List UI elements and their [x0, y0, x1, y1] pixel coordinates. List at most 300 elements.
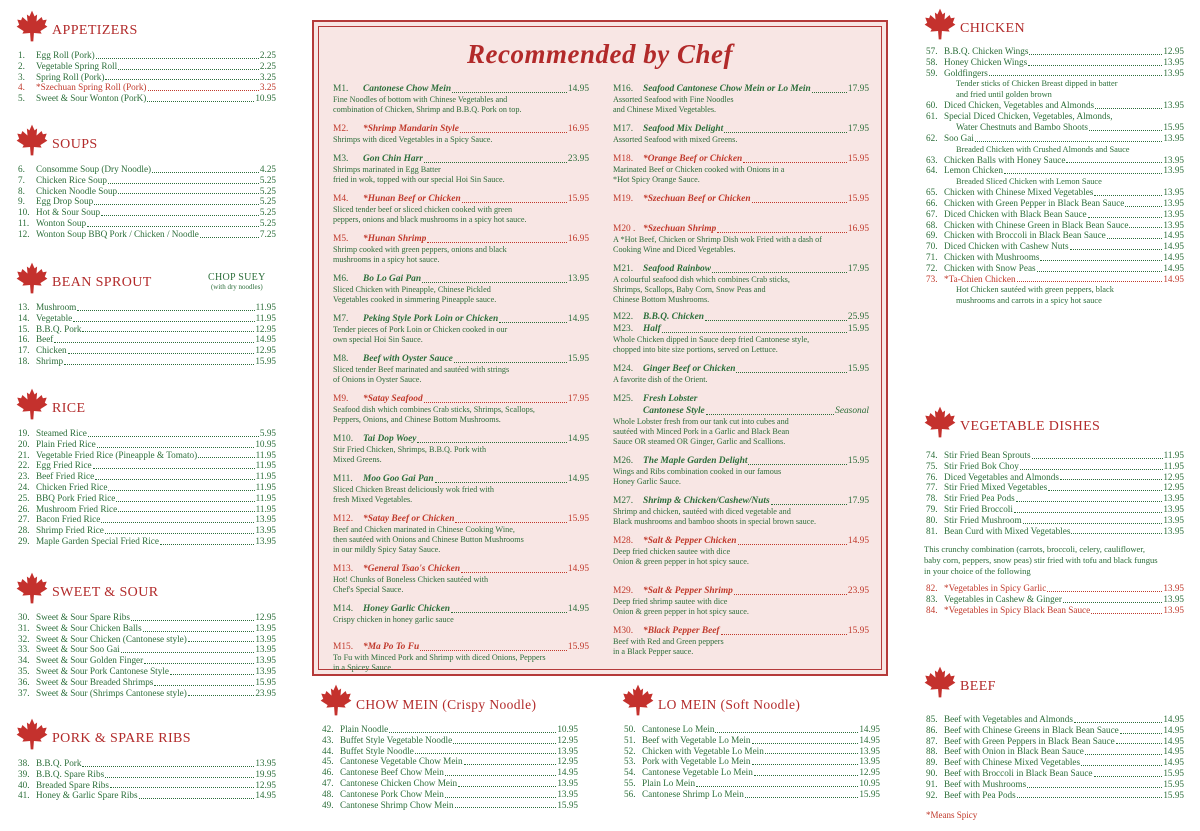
dish-code: M6. [333, 274, 349, 284]
leader-dots [94, 204, 259, 205]
leader-dots [118, 69, 259, 70]
item-price: 12.95 [557, 734, 578, 745]
chef-dish [333, 564, 589, 595]
chef-box-border [318, 26, 882, 670]
item-number: 63. [926, 154, 938, 165]
dish-price: 16.95 [567, 234, 589, 244]
dish-header [333, 194, 589, 205]
item-price: 13.95 [255, 758, 276, 768]
item-price: 12.95 [859, 767, 880, 778]
dish-name: B.B.Q. Chicken [643, 312, 704, 322]
dish-description: Vegetables cooked in simmering Pineapple sauce. [333, 295, 497, 304]
item-price: 13.95 [1163, 514, 1184, 525]
leader-dots [1107, 238, 1163, 239]
menu-item [318, 756, 578, 767]
menu-item [922, 515, 1184, 526]
menu-item [922, 133, 1184, 144]
dish-description: A *Hot Beef, Chicken or Shrimp Dish wok Fried with a dash of [613, 235, 822, 244]
menu-item [620, 778, 880, 789]
dish-name: *Hunan Beef or Chicken [363, 194, 461, 204]
leader-dots [1023, 523, 1163, 524]
item-price: 13.95 [1163, 67, 1184, 78]
item-price: 11.95 [1163, 450, 1184, 460]
item-name: Vegetable [36, 312, 73, 323]
menu-item [922, 746, 1184, 757]
menu-list [14, 428, 276, 547]
item-name: Plain Lo Mein [642, 777, 696, 788]
section-appetizers [14, 10, 276, 104]
item-price: 11.95 [255, 503, 276, 514]
leader-dots [1029, 54, 1162, 55]
item-name: Chicken Rice Soup [36, 174, 107, 185]
item-price: 10.95 [255, 438, 276, 449]
dish-header [613, 224, 869, 235]
leader-dots [1120, 733, 1163, 734]
item-price: 15.95 [1163, 767, 1184, 778]
dish-header [613, 264, 869, 275]
chef-dish [613, 626, 869, 657]
item-name: Chicken with Snow Peas [944, 262, 1036, 273]
section-title: SOUPS [52, 137, 98, 152]
item-price: 13.95 [255, 665, 276, 676]
item-description: Breaded Sliced Chicken with Lemon Sauce [956, 177, 1102, 187]
dish-name: *Black Pepper Beef [643, 626, 720, 636]
menu-item [14, 471, 276, 482]
dish-description: Marinated Beef or Chicken cooked with Onions in a [613, 165, 785, 174]
section-vegetable [922, 406, 1184, 616]
item-number: 39. [18, 768, 30, 779]
item-name: Consomme Soup (Dry Noodle) [36, 164, 152, 174]
dish-name: Cantonese Chow Mein [363, 84, 452, 94]
dish-header [333, 474, 589, 485]
dish-header [613, 194, 869, 205]
item-price: 13.95 [1163, 208, 1184, 219]
item-number: 43. [322, 734, 334, 745]
dish-description: Beef and Chicken marinated in Chinese Cooking Wine, [333, 525, 515, 534]
leader-dots [420, 650, 567, 651]
item-name: Chicken with Broccoli in Black Bean Sauce [944, 230, 1106, 241]
section-header [14, 10, 276, 44]
leader-dots [152, 172, 259, 173]
chop-suey-title: CHOP SUEY [208, 272, 266, 283]
dish-header [613, 496, 869, 507]
leader-dots [160, 544, 254, 545]
dish-header [613, 626, 869, 637]
leader-dots [415, 753, 556, 754]
item-name: Cantonese Vegetable Lo Mein [642, 767, 753, 778]
item-number: 88. [926, 746, 938, 757]
item-number: 69. [926, 230, 938, 241]
item-price: 11.95 [255, 449, 276, 460]
dish-description: own special Hoi Sin Sauce. [333, 335, 423, 344]
item-name: Honey Chicken Wings [944, 56, 1028, 67]
dish-price: 16.95 [567, 124, 589, 134]
item-number: 56. [624, 788, 636, 799]
leader-dots [1017, 281, 1163, 282]
item-price: 11.95 [255, 492, 276, 503]
dish-price: 15.95 [847, 324, 869, 334]
leader-dots [200, 237, 259, 238]
item-number: 82. [926, 583, 938, 594]
item-price: 14.95 [859, 724, 880, 734]
item-price: 13.95 [1163, 493, 1184, 504]
menu-item [14, 93, 276, 104]
item-number: 89. [926, 757, 938, 768]
chef-dish [333, 354, 589, 385]
item-number: 68. [926, 219, 938, 230]
item-price: 10.95 [859, 777, 880, 788]
leader-dots [417, 442, 566, 443]
item-price: 5.25 [259, 196, 276, 207]
item-price: 14.95 [1163, 241, 1184, 252]
menu-item [14, 82, 276, 93]
item-name: Maple Garden Special Fried Rice [36, 535, 159, 546]
dish-code: M21. [613, 264, 634, 274]
menu-item [922, 757, 1184, 768]
item-number: 18. [18, 355, 30, 366]
item-price: 5.95 [259, 428, 276, 438]
dish-code: M12. [333, 514, 354, 524]
menu-item [14, 207, 276, 218]
menu-item [14, 186, 276, 197]
dish-description: peppers, onions and black mushrooms in a spicy hot sauce. [333, 215, 527, 224]
item-number: 52. [624, 745, 636, 756]
dish-name: Fresh Lobster [643, 394, 698, 404]
dish-code: M24. [613, 364, 634, 374]
item-number: 2. [18, 60, 25, 71]
section-lo-mein [620, 684, 880, 800]
section-header [922, 406, 1184, 440]
menu-item [922, 46, 1184, 57]
item-price: 13.95 [1163, 583, 1184, 594]
item-price: 13.95 [1163, 165, 1184, 176]
dish-name: Half [643, 324, 661, 334]
dish-header [333, 154, 589, 165]
leader-dots [1070, 249, 1163, 250]
item-description: Tender sticks of Chicken Breast dipped in batter [956, 79, 1118, 89]
menu-item [14, 50, 276, 61]
dish-name: The Maple Garden Delight [643, 456, 748, 466]
leader-dots [1081, 765, 1162, 766]
leader-dots [1063, 602, 1162, 603]
dish-code: M18. [613, 154, 634, 164]
dish-description: combination of Chicken, Shrimp and B.B.Q. Pork on top. [333, 105, 522, 114]
dish-code: M20 . [613, 224, 636, 234]
menu-item [922, 768, 1184, 779]
menu-item [14, 439, 276, 450]
item-name: Beef with Onion in Black Bean Sauce [944, 746, 1084, 757]
leader-dots [110, 787, 254, 788]
leader-dots [461, 572, 567, 573]
section-header [14, 124, 276, 158]
leader-dots [715, 732, 858, 733]
item-price: 14.95 [1163, 724, 1184, 735]
leader-dots [1017, 797, 1163, 798]
dish-description: Seafood dish which combines Crab sticks, Shrimps, Scallops, [333, 405, 535, 414]
leader-dots [68, 353, 255, 354]
leader-dots [188, 695, 255, 696]
menu-item [14, 313, 276, 324]
maple-leaf-icon [924, 666, 956, 698]
leader-dots [1129, 227, 1162, 228]
item-price: 5.25 [259, 217, 276, 228]
item-number: 33. [18, 644, 30, 655]
menu-item [14, 218, 276, 229]
item-name: Lemon Chicken [944, 165, 1003, 176]
dish-description: in a Black Pepper sauce. [613, 647, 694, 656]
leader-dots [118, 511, 255, 512]
maple-leaf-icon [924, 406, 956, 438]
item-number: 61. [926, 111, 938, 122]
chef-dish [333, 604, 589, 625]
item-price: 11.95 [1163, 460, 1184, 471]
item-number: 15. [18, 323, 30, 334]
dish-header [333, 434, 589, 445]
item-price: 3.25 [259, 71, 276, 82]
item-price: 13.95 [557, 777, 578, 788]
leader-dots [455, 522, 567, 523]
leader-dots [73, 321, 254, 322]
dish-header [333, 642, 589, 653]
item-name: Plain Noodle [340, 724, 389, 734]
menu-item [922, 220, 1184, 231]
menu-item [14, 229, 276, 240]
menu-item-continued [922, 122, 1184, 133]
item-number: 22. [18, 460, 30, 471]
item-price: 5.25 [259, 207, 276, 218]
dish-description: Whole Lobster fresh from our tank cut into cubes and [613, 417, 789, 426]
section-title: APPETIZERS [52, 23, 138, 38]
item-name: Egg Drop Soup [36, 196, 94, 207]
menu-item [14, 769, 276, 780]
menu-item [620, 724, 880, 735]
leader-dots [1094, 776, 1163, 777]
leader-dots [143, 631, 255, 632]
dish-description: *Hot Spicy Orange Sauce. [613, 175, 700, 184]
dish-price: 15.95 [847, 456, 869, 466]
leader-dots [1037, 271, 1163, 272]
menu-item [922, 198, 1184, 209]
leader-dots [724, 132, 847, 133]
leader-dots [1091, 613, 1162, 614]
dish-description: A favorite dish of the Orient. [613, 375, 708, 384]
chef-dish [613, 496, 869, 527]
dish-code: M15. [333, 642, 354, 652]
item-price: 15.95 [859, 788, 880, 799]
item-name: Sweet & Sour Wonton (PorK) [36, 93, 147, 104]
leader-dots [96, 58, 259, 59]
chef-dish [613, 264, 869, 305]
item-number: 78. [926, 493, 938, 504]
note-line: baby corn, peppers, snow peas) stir fried with tofu and black fungus [924, 555, 1158, 566]
item-number: 36. [18, 676, 30, 687]
leader-dots [752, 764, 859, 765]
section-title: LO MEIN (Soft Noodle) [658, 697, 801, 712]
item-number: 81. [926, 525, 938, 536]
item-number: 74. [926, 450, 938, 460]
menu-item [14, 175, 276, 186]
menu-list [620, 724, 880, 800]
chef-dish [333, 234, 589, 265]
item-name: *Vegetables in Spicy Black Bean Sauce [944, 604, 1091, 615]
leader-dots [1060, 479, 1162, 480]
menu-item [14, 790, 276, 801]
item-number: 62. [926, 132, 938, 143]
item-number: 45. [322, 756, 334, 767]
dish-header [333, 84, 589, 95]
leader-dots [721, 634, 847, 635]
item-price: 15.95 [1163, 121, 1184, 132]
item-name: Beef with Mushrooms [944, 778, 1027, 789]
item-price: 13.95 [255, 644, 276, 655]
dish-price: 13.95 [567, 274, 589, 284]
dish-code: M14. [333, 604, 354, 614]
leader-dots [451, 612, 567, 613]
item-name: Chicken with Chinese Green in Black Bean Sauce [944, 219, 1129, 230]
menu-item [922, 263, 1184, 274]
dish-header [333, 394, 589, 405]
item-name: Beef Fried Rice [36, 471, 95, 482]
leader-dots [97, 447, 255, 448]
dish-code: M27. [613, 496, 634, 506]
dish-header [613, 394, 869, 405]
item-price: 15.95 [557, 799, 578, 810]
leader-dots [1027, 787, 1162, 788]
leader-dots [424, 162, 567, 163]
menu-item [14, 525, 276, 536]
item-name: Honey & Garlic Spare Ribs [36, 790, 138, 801]
item-number: 83. [926, 594, 938, 605]
leader-dots [499, 322, 567, 323]
item-name: B.B.Q. Chicken Wings [944, 46, 1029, 56]
chef-dish [613, 394, 869, 405]
item-name: Beef with Chinese Mixed Vegetables [944, 757, 1081, 768]
menu-item [14, 504, 276, 515]
item-price: 13.95 [255, 535, 276, 546]
chef-dish [333, 84, 589, 115]
item-number: 37. [18, 687, 30, 698]
item-number: 57. [926, 46, 938, 56]
leader-dots [139, 798, 255, 799]
dish-code: M11. [333, 474, 353, 484]
dish-code: M2. [333, 124, 349, 134]
menu-item [922, 779, 1184, 790]
item-number: 64. [926, 165, 938, 176]
item-price: 12.95 [1163, 471, 1184, 482]
item-name: Pork with Vegetable Lo Mein [642, 756, 751, 767]
item-name: Sweet & Sour (Shrimps Cantonese style) [36, 687, 187, 698]
item-price: 15.95 [255, 355, 276, 366]
item-number: 90. [926, 767, 938, 778]
menu-item [14, 644, 276, 655]
item-number: 51. [624, 734, 636, 745]
dish-name: Moo Goo Gai Pan [363, 474, 434, 484]
item-name: Chicken with Green Pepper in Black Bean Sauce [944, 197, 1125, 208]
leader-dots [765, 753, 859, 754]
menu-list [14, 302, 276, 367]
item-price: 15.95 [1163, 778, 1184, 789]
vegetable-note [924, 544, 1184, 577]
item-name: Sweet & Sour Breaded Shrimps [36, 676, 154, 687]
dish-name: *General Tsao's Chicken [363, 564, 461, 574]
section-title: PORK & SPARE RIBS [52, 731, 191, 746]
item-price: 14.95 [255, 334, 276, 345]
dish-header [613, 536, 869, 547]
menu-item [620, 746, 880, 757]
item-number: 7. [18, 174, 25, 185]
item-number: 87. [926, 735, 938, 746]
item-number: 14. [18, 312, 30, 323]
item-name: Chicken Fried Rice [36, 481, 108, 492]
menu-item [922, 165, 1184, 176]
note-line: in your choice of the following [924, 566, 1031, 577]
section-bean-sprout [14, 262, 276, 367]
item-number: 12. [18, 228, 30, 239]
leader-dots [1028, 65, 1162, 66]
leader-dots [88, 436, 259, 437]
menu-item [14, 493, 276, 504]
leader-dots [1032, 458, 1163, 459]
dish-price: 23.95 [847, 586, 869, 596]
menu-item [14, 334, 276, 345]
dish-description: Hot! Chunks of Boneless Chicken sautéed with [333, 575, 489, 584]
menu-item [922, 714, 1184, 725]
item-name: Stir Fried Broccoli [944, 503, 1013, 514]
leader-dots [464, 764, 557, 765]
menu-item [318, 778, 578, 789]
item-name: B.B.Q. Pork [36, 323, 82, 334]
item-price: 12.95 [1163, 482, 1184, 493]
item-price: 13.95 [1163, 154, 1184, 165]
dish-price: 17.95 [847, 264, 869, 274]
item-name: Beef with Green Peppers in Black Bean Sauce [944, 735, 1115, 746]
menu-item [14, 428, 276, 439]
item-price: 13.95 [1163, 197, 1184, 208]
dish-code: M13. [333, 564, 354, 574]
leader-dots [445, 797, 556, 798]
menu-item [620, 789, 880, 800]
item-name: B.B.Q. Spare Ribs [36, 768, 105, 779]
leader-dots [754, 775, 859, 776]
menu-item [14, 196, 276, 207]
dish-price: 15.95 [847, 194, 869, 204]
section-title: BEEF [960, 679, 996, 694]
item-price: 13.95 [1163, 56, 1184, 67]
leader-dots [87, 226, 259, 227]
leader-dots [105, 777, 254, 778]
item-price: 2.25 [259, 50, 276, 60]
item-name: Stir Fried Pea Pods [944, 493, 1015, 504]
menu-list [318, 724, 578, 810]
item-number: 86. [926, 724, 938, 735]
item-price: 12.95 [255, 779, 276, 790]
section-title: RICE [52, 401, 86, 416]
item-number: 34. [18, 655, 30, 666]
dish-description: Peppers, Onions, and Chinese Bottom Mushrooms. [333, 415, 501, 424]
menu-item [14, 514, 276, 525]
dish-price: 15.95 [567, 194, 589, 204]
item-price: 11.95 [255, 302, 276, 312]
dish-description: mushrooms in a spicy hot sauce. [333, 255, 440, 264]
dish-code: M28. [613, 536, 634, 546]
dish-price: 17.95 [847, 84, 869, 94]
item-name: Chicken [36, 345, 67, 356]
section-soups [14, 124, 276, 240]
dish-price: 14.95 [567, 434, 589, 444]
menu-item [14, 302, 276, 313]
menu-list [922, 583, 1184, 615]
item-price: 14.95 [1163, 757, 1184, 768]
